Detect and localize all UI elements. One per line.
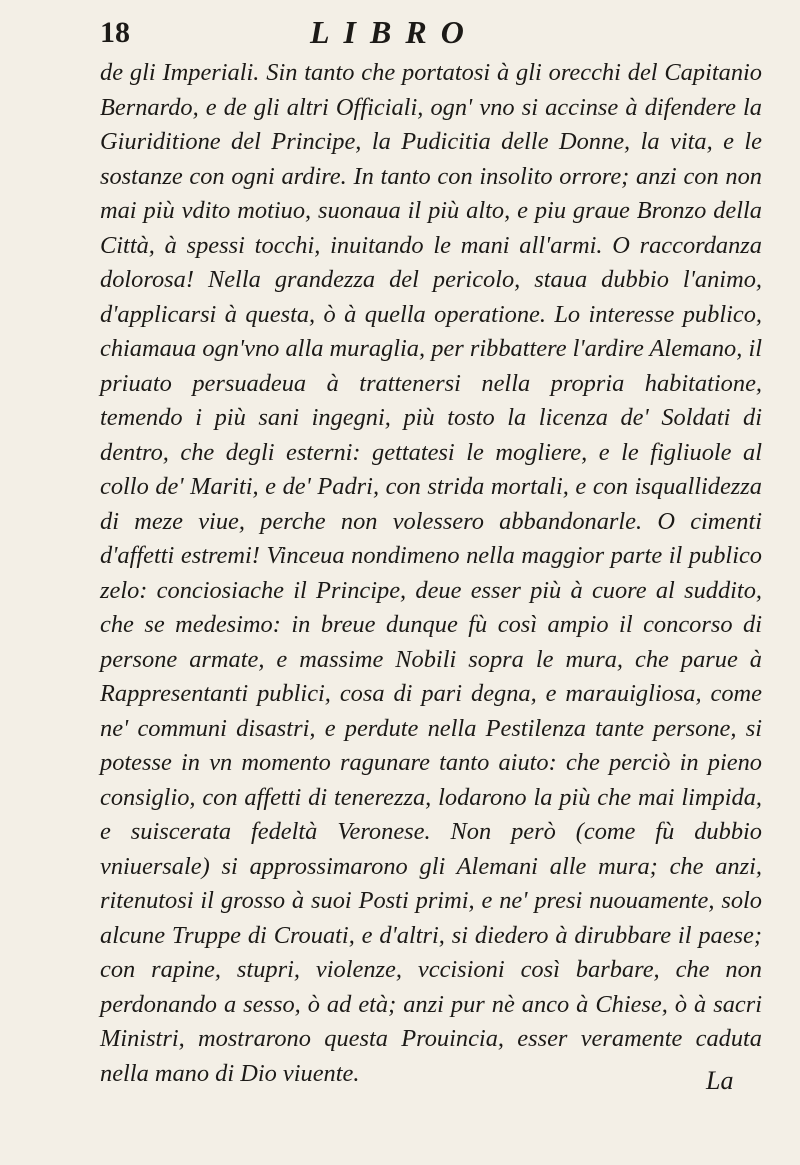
page-number: 18	[100, 16, 130, 49]
running-head: LIBRO	[310, 14, 478, 50]
page-header	[0, 14, 800, 54]
catchword: La	[706, 1066, 734, 1095]
body-text: de gli Imperiali. Sin tanto che portatosi à gli orecchi del Capitanio Bernardo, e de gli altri Officiali, ogn' vno si accinse à difendere la Giuriditione del Principe, la Pudicitia delle Donne, la vita, e le sostanze con ogni ardire. In tanto con insolito orrore; anzi con non mai più vdito motiuo, suonaua il più alto, e piu graue Bronzo della Città, à spessi tocchi, inuitando le mani all'armi. O raccordanza dolorosa! Nella grandezza del pericolo, staua dubbio l'animo, d'applicarsi à questa, ò à quella operatione. Lo interesse publico, chiamaua ogn'vno alla muraglia, per ribbattere l'ardire Alemano, il priuato persuadeua à trattenersi nella propria habitatione, temendo i più sani ingegni, più tosto la licenza de' Soldati di dentro, che degli esterni: gettatesi le mogliere, e le figliuole al collo de' Mariti, e de' Padri, con strida mortali, e con isquallidezza di meze viue, perche non volessero abbandonarle. O cimenti d'affetti estremi! Vinceua nondimeno nella maggior parte il publico zelo: conciosiache il Principe, deue esser più à cuore al suddito, che se medesimo: in breue dunque fù così ampio il concorso di persone armate, e massime Nobili sopra le mura, che parue à Rappresentanti publici, cosa di pari degna, e marauigliosa, come ne' communi disastri, e perdute nella Pestilenza tante persone, si potesse in vn momento ragunare tanto aiuto: che perciò in pieno consiglio, con affetti di tenerezza, lodarono la più che mai limpida, e suiscerata fedeltà Veronese. Non però (come fù dubbio vniuersale) si approssimarono gli Alemani alle mura; che anzi, ritenutosi il grosso à suoi Posti primi, e ne' presi nuouamente, solo alcune Truppe di Crouati, e d'altri, si diedero à dirubbare il paese; con rapine, stupri, violenze, vccisioni così barbare, che non perdonando a sesso, ò ad età; anzi pur nè anco à Chiese, ò à sacri Ministri, mostrarono questa Prouincia, esser veramente caduta nella mano di Dio viuente.	[100, 59, 762, 1087]
